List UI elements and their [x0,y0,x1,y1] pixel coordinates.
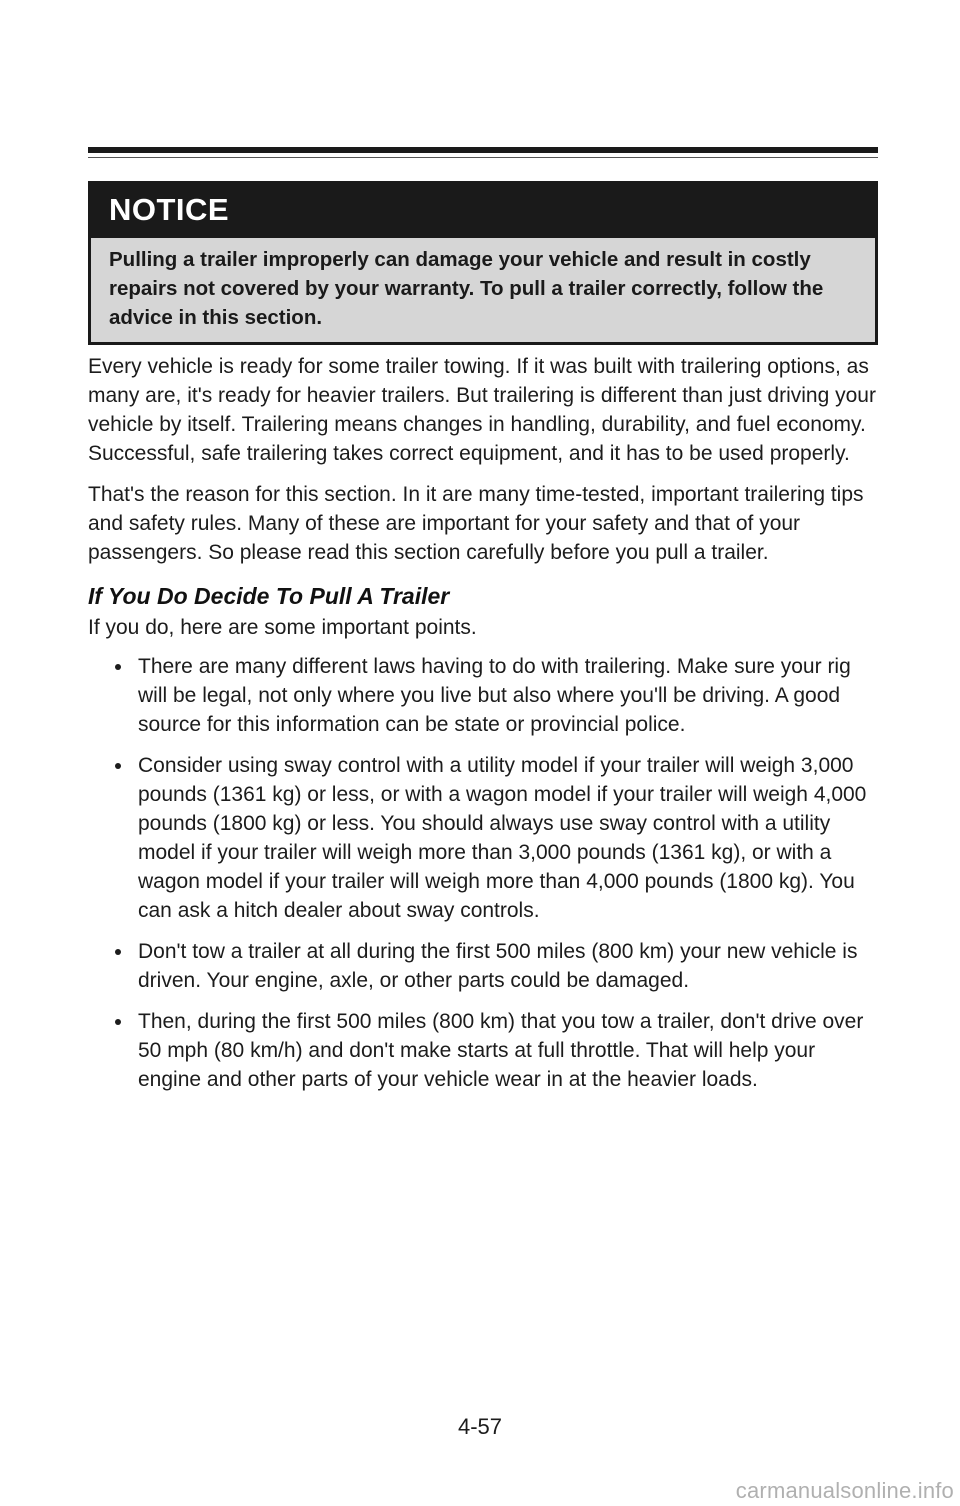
top-rule-thin [88,157,878,158]
top-rule [88,147,878,153]
list-item [115,751,880,925]
list-item-text: Don't tow a trailer at all during the first 500 miles (800 km) your new vehicle is driven. Your engine, axle, or other parts could be damaged. [138,940,858,992]
bullet-icon [115,763,121,769]
watermark: carmanualsonline.info [735,1478,954,1503]
list-item-text: There are many different laws having to do with trailering. Make sure your rig will be legal, not only where you live but also where you'll be driving. A good source for this information can be state or provincial police. [138,655,851,736]
list-item [115,652,880,739]
notice-header [91,184,875,238]
section-heading: If You Do Decide To Pull A Trailer [88,583,450,609]
bullet-icon [115,1019,121,1025]
list-item [115,1007,880,1094]
bullet-icon [115,949,121,955]
section-intro: If you do, here are some important points. [88,616,477,639]
paragraph-reason: That's the reason for this section. In it are many time-tested, important trailering tips and safety rules. Many of these are important for your safety and that of your passengers. So please read this section carefully before you pull a trailer. [88,483,864,564]
bullet-icon [115,664,121,670]
list-item [115,937,880,995]
bullet-list [88,652,880,1094]
paragraph-intro: Every vehicle is ready for some trailer towing. If it was built with trailering options, as many are, it's ready for heavier trailers. But trailering is different than just driving your vehicle by itself. Trailering means changes in handling, durability, and fuel economy. Successful, safe trailering takes correct equipment, and it has to be used properly. [88,355,876,465]
list-item-text: Consider using sway control with a utility model if your trailer will weigh 3,000 pounds (1361 kg) or less, or with a wagon model if your trailer will weigh 4,000 pounds (1800 kg) or less. You should always use sway control with a utility model if your trailer will weigh more than 3,000 pounds (1361 kg), or with a wagon model if your trailer will weigh more than 4,000 pounds (1800 kg). You can ask a hitch dealer about sway controls. [138,754,867,922]
notice-title: NOTICE [109,192,230,227]
main-content [88,352,880,1106]
notice-body: Pulling a trailer improperly can damage your vehicle and result in costly repairs not covered by your warranty. To pull a trailer correctly, follow the advice in this section. [109,248,824,329]
list-item-text: Then, during the first 500 miles (800 km) that you tow a trailer, don't drive over 50 mph (80 km/h) and don't make starts at full throttle. That will help your engine and other parts of your vehicle wear in at the heavier loads. [138,1010,864,1091]
page-number: 4-57 [457,1414,503,1439]
notice-box [88,181,878,345]
